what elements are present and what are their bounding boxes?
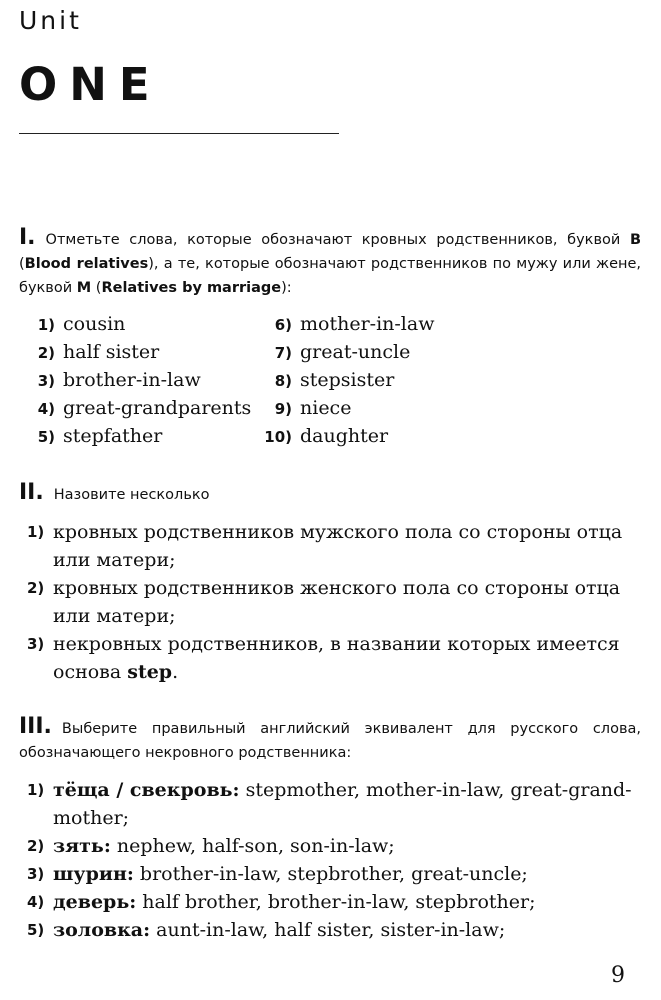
list-item: 5) stepfather — [37, 425, 163, 447]
list-item: 3) шурин: brother-in-law, stepbrother, great-uncle; — [27, 863, 528, 885]
section-2-numeral: II. — [19, 480, 44, 505]
list-item: 2) half sister — [37, 341, 160, 363]
section-3 — [19, 715, 641, 765]
letter-b: B — [629, 232, 641, 248]
list-item: 9) niece — [274, 397, 352, 419]
list-item: 8) stepsister — [274, 369, 395, 391]
page-number: 9 — [611, 963, 625, 988]
section-2 — [19, 481, 641, 507]
list-item: 2) кровных родственников женского пола со стороны отца или матери; — [27, 577, 621, 627]
section-1-numeral: I. — [19, 225, 36, 250]
unit-number: ONE — [19, 58, 162, 111]
list-item: 4) great-grandparents — [37, 397, 252, 419]
list-item: 1) cousin — [37, 313, 126, 335]
list-item: 5) золовка: aunt-in-law, half sister, sister-in-law; — [27, 919, 506, 941]
word-list-left — [33, 310, 251, 450]
list-item: 3) некровных родственников, в названии которых имеется основа step. — [27, 633, 620, 683]
list-item: 10) daughter — [264, 425, 389, 447]
blood-relatives-term: Blood relatives — [24, 256, 149, 272]
step-stem: step — [127, 661, 173, 683]
letter-m: M — [76, 280, 92, 296]
unit-label: Unit — [19, 6, 82, 35]
list-item: 1) кровных родственников мужского пола со стороны отца или матери; — [27, 521, 623, 571]
section-1 — [19, 226, 641, 300]
list-item: 1) тёща / свекровь: stepmother, mother-in-law, great-grand-mother; — [27, 779, 632, 829]
list-item: 7) great-uncle — [274, 341, 411, 363]
list-item: 4) деверь: half brother, brother-in-law, stepbrother; — [27, 891, 536, 913]
word-list-right — [262, 310, 434, 450]
section-2-list — [27, 518, 639, 686]
list-item: 6) mother-in-law — [274, 313, 435, 335]
list-item: 3) brother-in-law — [37, 369, 201, 391]
section-2-instruction: II. Назовите несколько — [19, 480, 210, 505]
section-3-list — [27, 776, 639, 944]
section-3-numeral: III. — [19, 714, 52, 739]
section-1-instruction: I. Отметьте слова, которые обозначают кровных родственников, буквой B (Blood relatives), а те, которые обозначают родственников по мужу или жене, буквой M (Relatives by marriage): — [19, 225, 641, 296]
relatives-by-marriage-term: Relatives by marriage — [101, 280, 282, 296]
title-divider — [19, 133, 339, 134]
section-3-instruction: III. Выберите правильный английский эквивалент для русского слова, обозначающего некровного родственника: — [19, 714, 641, 761]
list-item: 2) зять: nephew, half-son, son-in-law; — [27, 835, 395, 857]
